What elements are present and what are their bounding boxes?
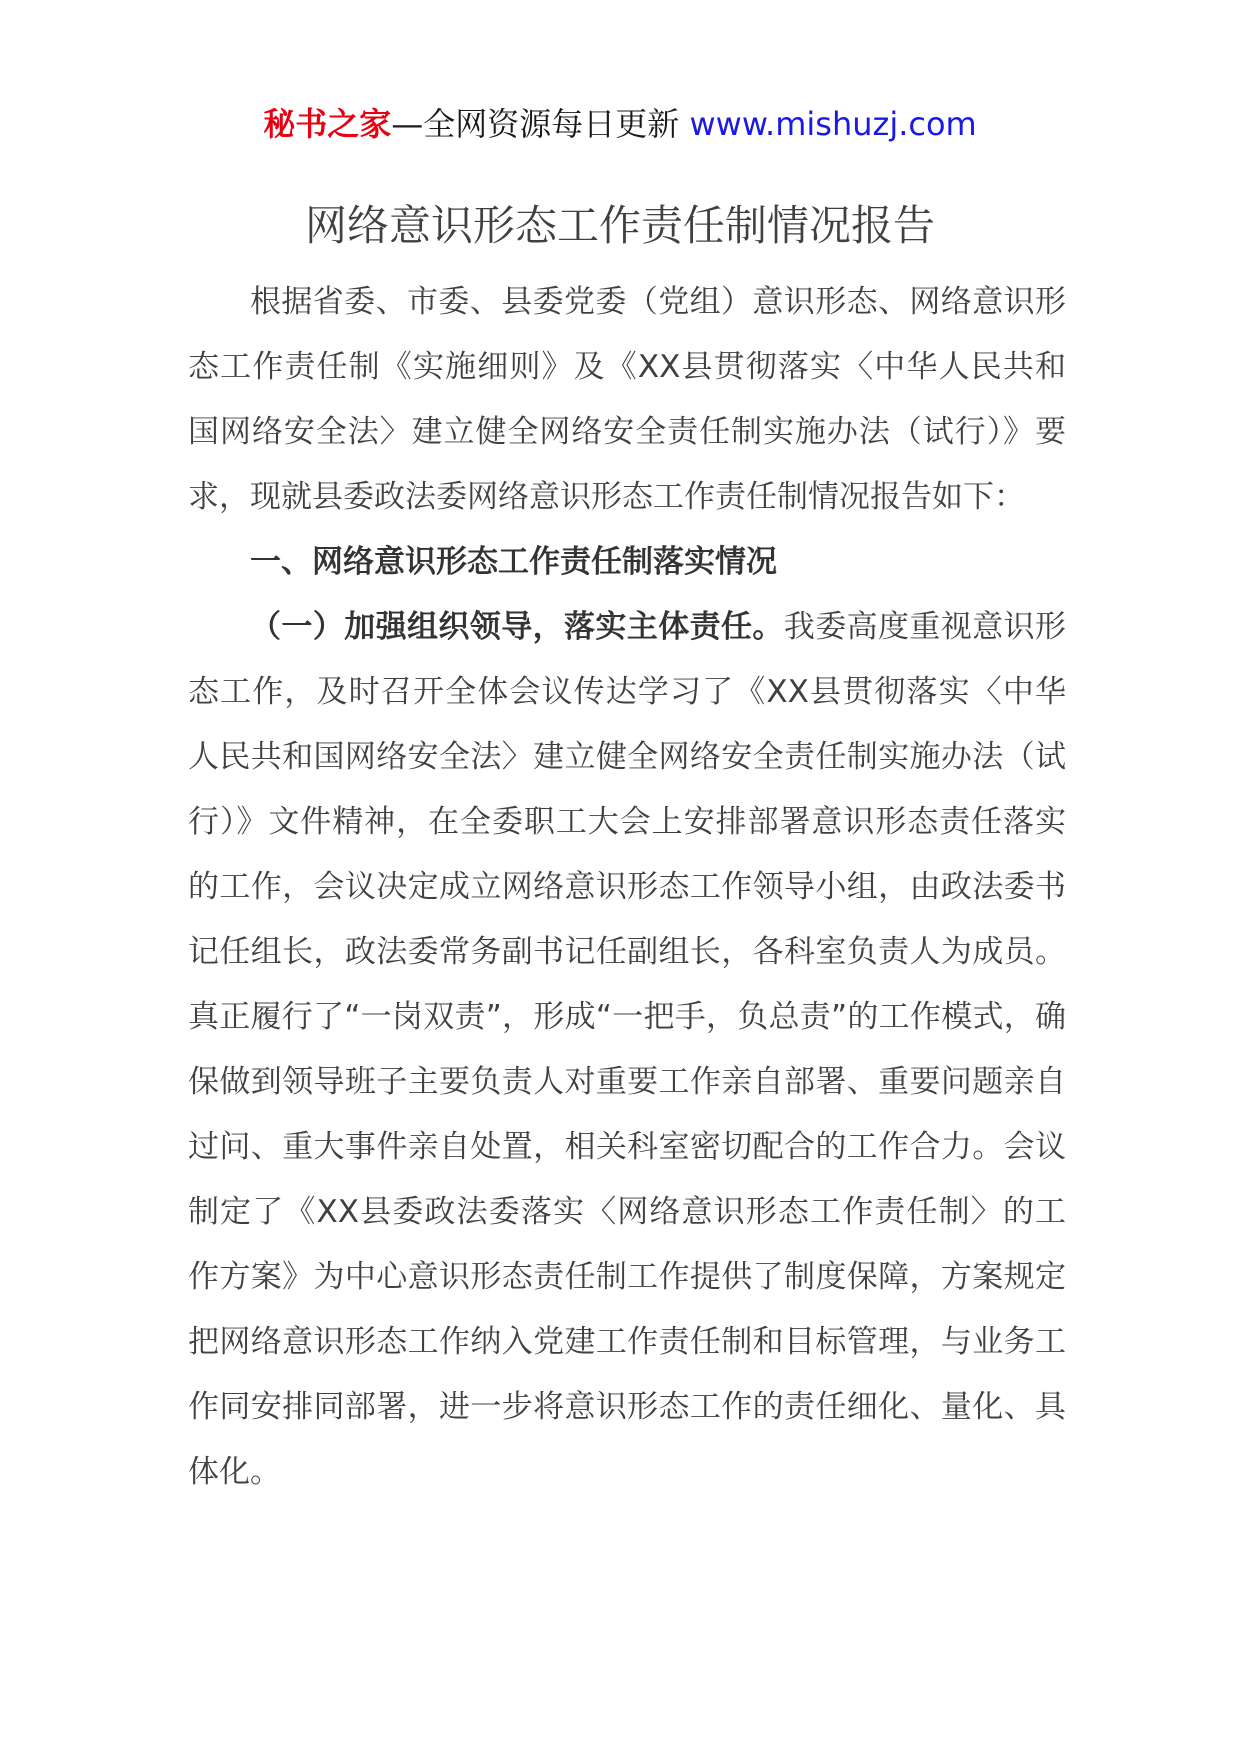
document-title: 网络意识形态工作责任制情况报告 — [304, 201, 935, 250]
site-banner — [0, 102, 1240, 146]
document-body — [188, 270, 1066, 1505]
site-tagline: —全网资源每日更新 — [391, 105, 680, 143]
subsection-heading: （一）加强组织领导，落实主体责任。 — [250, 609, 784, 645]
site-brand: 秘书之家 — [263, 105, 392, 143]
subsection-body: 我委高度重视意识形态工作，及时召开全体会议传达学习了《XX县贯彻落实〈中华人民共和国网络安全法〉建立健全网络安全责任制实施办法（试行）》文件精神，在全委职工大会上安排部署意识形态责任落实的工作，会议决定成立网络意识形态工作领导小组，由政法委书记任组长，政法委常务副书记任副组长，各科室负责人为成员。真正履行了“一岗双责”，形成“一把手，负总责”的工作模式，确保做到领导班子主要负责人对重要工作亲自部署、重要问题亲自过问、重大事件亲自处置，相关科室密切配合的工作合力。会议制定了《XX县委政法委落实〈网络意识形态工作责任制〉的工作方案》为中心意识形态责任制工作提供了制度保障，方案规定把网络意识形态工作纳入党建工作责任制和目标管理，与业务工作同安排同部署，进一步将意识形态工作的责任细化、量化、具体化。 — [188, 609, 1067, 1490]
site-url-link[interactable]: www.mishuzj.com — [689, 105, 977, 143]
section-heading: 一、网络意识形态工作责任制落实情况 — [250, 544, 777, 580]
intro-paragraph: 根据省委、市委、县委党委（党组）意识形态、网络意识形态工作责任制《实施细则》及《XX县贯彻落实〈中华人民共和国网络安全法〉建立健全网络安全责任制实施办法（试行）》要求，现就县委政法委网络意识形态工作责任制情况报告如下： — [188, 284, 1066, 515]
subsection-paragraph — [188, 595, 1066, 1505]
